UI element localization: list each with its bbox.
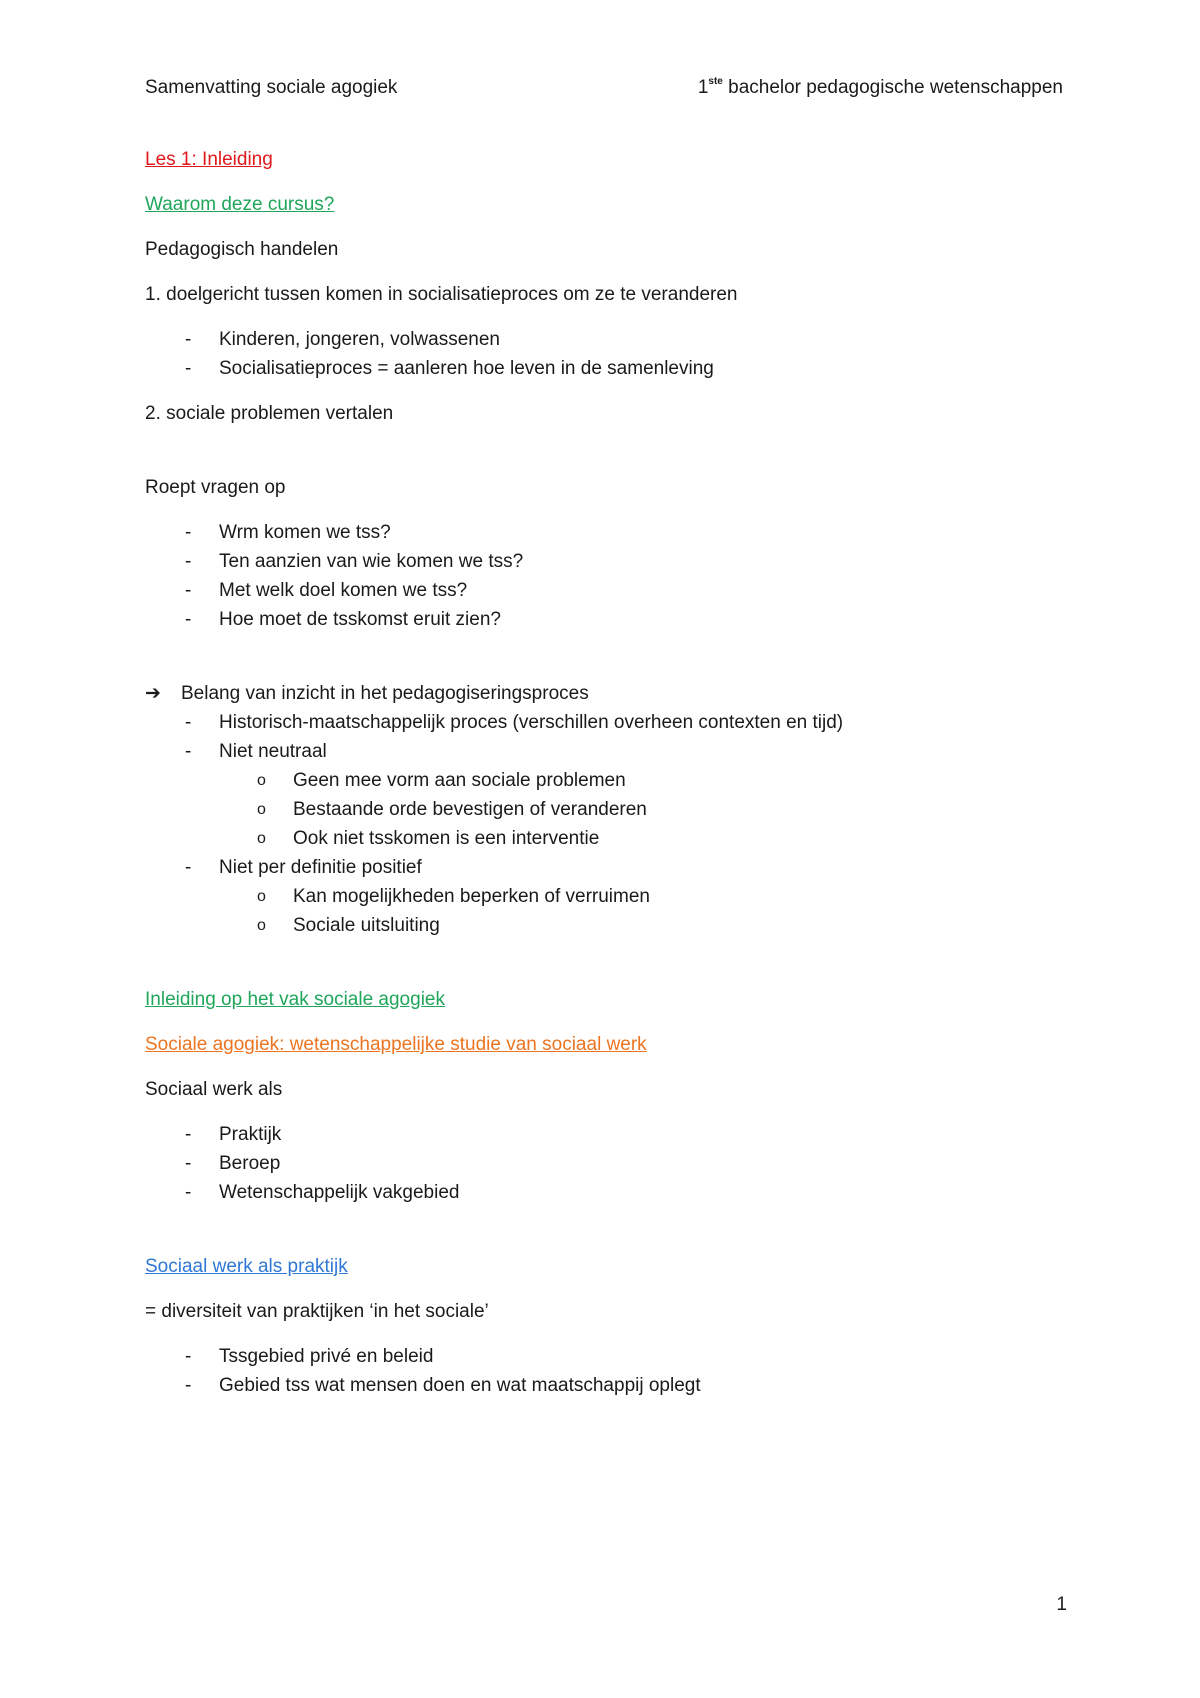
list-item-text: Wrm komen we tss? — [219, 522, 391, 543]
section-heading-waarom — [145, 190, 1065, 219]
circle-bullet-marker: o — [257, 772, 266, 789]
list-item-text: Niet neutraal — [219, 741, 327, 762]
list-item-text: Wetenschappelijk vakgebied — [219, 1182, 460, 1203]
sublist-item — [219, 882, 1065, 911]
paragraph-belang — [145, 679, 1065, 708]
blank-line — [145, 1223, 1065, 1252]
list-item-text: Kinderen, jongeren, volwassenen — [219, 329, 500, 350]
paragraph-roept-vragen: Roept vragen op — [145, 477, 286, 498]
dash-marker: - — [185, 609, 192, 630]
paragraph-pedagogisch-handelen: Pedagogisch handelen — [145, 239, 339, 260]
lesson-title — [145, 145, 1065, 174]
dash-marker: - — [185, 551, 192, 572]
list-praktijk — [145, 1342, 1065, 1400]
list-item — [145, 1120, 1065, 1149]
dash-marker: - — [185, 580, 192, 601]
list-item — [145, 576, 1065, 605]
sublist-item — [219, 766, 1065, 795]
list-item — [145, 518, 1065, 547]
paragraph-point-1: 1. doelgericht tussen komen in socialisatieproces om ze te veranderen — [145, 284, 738, 305]
dash-marker: - — [185, 522, 192, 543]
header-right — [698, 73, 1063, 102]
section-heading-waarom-text: Waarom deze cursus? — [145, 194, 335, 215]
sublist-item — [219, 911, 1065, 940]
list-item-text: Hoe moet de tsskomst eruit zien? — [219, 609, 501, 630]
list-item — [145, 1178, 1065, 1207]
sublist-item-text: Bestaande orde bevestigen of veranderen — [293, 799, 647, 820]
sublist-item-text: Geen mee vorm aan sociale problemen — [293, 770, 626, 791]
section-heading-inleiding-vak-text: Inleiding op het vak sociale agogiek — [145, 989, 445, 1010]
list-item — [145, 708, 1065, 737]
paragraph-belang-text: Belang van inzicht in het pedagogiseringsproces — [181, 683, 589, 704]
header-right-prefix: 1 — [697, 77, 709, 98]
list-item — [145, 853, 1065, 940]
list-item — [145, 1371, 1065, 1400]
header-left: Samenvatting sociale agogiek — [145, 77, 398, 98]
list-item — [145, 605, 1065, 634]
dash-marker: - — [185, 857, 192, 878]
sublist-item-text: Sociale uitsluiting — [293, 915, 440, 936]
header-right-sup: ste — [708, 76, 723, 87]
sublist-niet-positief — [219, 882, 1065, 940]
list-belang — [145, 708, 1065, 940]
dash-marker: - — [185, 1375, 192, 1396]
dash-marker: - — [185, 741, 192, 762]
section-heading-praktijk — [145, 1252, 1065, 1281]
dash-marker: - — [185, 712, 192, 733]
circle-bullet-marker: o — [257, 830, 266, 847]
blank-line — [145, 650, 1065, 679]
dash-marker: - — [185, 1182, 192, 1203]
list-item-text: Socialisatieproces = aanleren hoe leven in de samenleving — [219, 358, 714, 379]
dash-marker: - — [185, 1153, 192, 1174]
list-item — [145, 354, 1065, 383]
dash-marker: - — [185, 358, 192, 379]
section-heading-sociale-agogiek-text: Sociale agogiek: wetenschappelijke studie van sociaal werk — [145, 1034, 647, 1055]
dash-marker: - — [185, 1124, 192, 1145]
list-item — [145, 325, 1065, 354]
list-item — [145, 547, 1065, 576]
lesson-title-text: Les 1: Inleiding — [145, 149, 273, 170]
paragraph-point-2: 2. sociale problemen vertalen — [145, 403, 394, 424]
sublist-item-text: Kan mogelijkheden beperken of verruimen — [293, 886, 650, 907]
header-right-suffix: bachelor pedagogische wetenschappen — [722, 77, 1063, 98]
list-item — [145, 1149, 1065, 1178]
sublist-item — [219, 795, 1065, 824]
circle-bullet-marker: o — [257, 888, 266, 905]
list-item-text: Praktijk — [219, 1124, 282, 1145]
list-item-text: Gebied tss wat mensen doen en wat maatschappij oplegt — [219, 1375, 701, 1396]
sublist-item-text: Ook niet tsskomen is een interventie — [293, 828, 600, 849]
dash-marker: - — [185, 1346, 192, 1367]
list-sociaal-werk — [145, 1120, 1065, 1207]
section-heading-inleiding-vak — [145, 985, 1065, 1014]
list-item-text: Met welk doel komen we tss? — [219, 580, 468, 601]
paragraph-diversiteit: = diversiteit van praktijken ‘in het sociale’ — [145, 1301, 489, 1322]
arrow-right-icon: ➔ — [145, 683, 161, 704]
list-item-text: Niet per definitie positief — [219, 857, 422, 878]
page-number: 1 — [1056, 1594, 1067, 1615]
document-body — [145, 145, 1065, 1416]
dash-marker: - — [185, 329, 192, 350]
blank-line — [145, 956, 1065, 985]
section-heading-sociale-agogiek — [145, 1030, 1065, 1059]
list-item-text: Tssgebied privé en beleid — [219, 1346, 434, 1367]
circle-bullet-marker: o — [257, 917, 266, 934]
list-item-text: Ten aanzien van wie komen we tss? — [219, 551, 524, 572]
list-point-1 — [145, 325, 1065, 383]
circle-bullet-marker: o — [257, 801, 266, 818]
blank-line — [145, 444, 1065, 473]
section-heading-praktijk-text: Sociaal werk als praktijk — [145, 1256, 348, 1277]
list-vragen — [145, 518, 1065, 634]
sublist-niet-neutraal — [219, 766, 1065, 853]
paragraph-sociaal-werk-als: Sociaal werk als — [145, 1079, 283, 1100]
list-item — [145, 1342, 1065, 1371]
list-item — [145, 737, 1065, 853]
list-item-text: Beroep — [219, 1153, 281, 1174]
sublist-item — [219, 824, 1065, 853]
list-item-text: Historisch-maatschappelijk proces (verschillen overheen contexten en tijd) — [219, 712, 844, 733]
